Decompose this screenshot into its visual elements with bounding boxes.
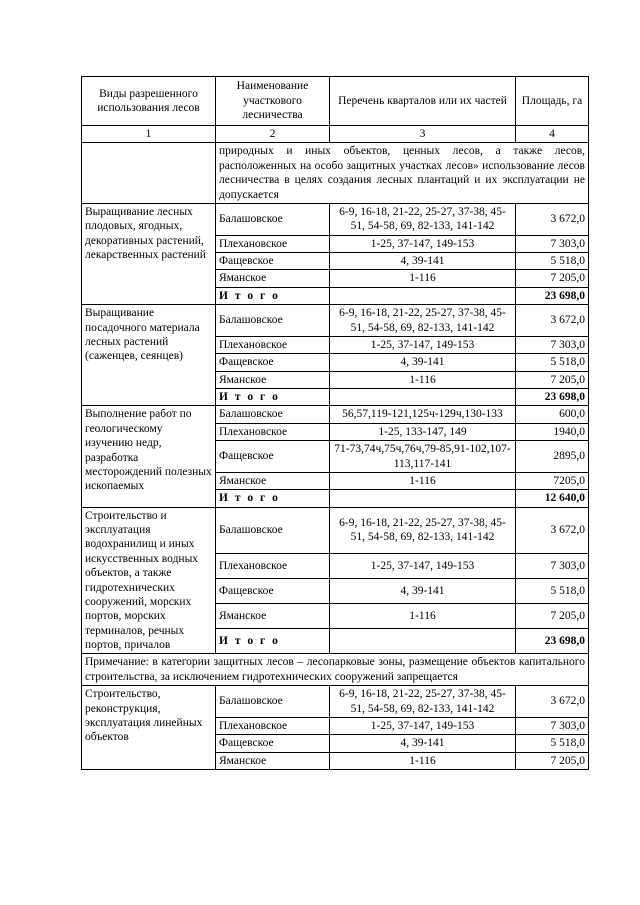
header-cell: Виды разрешенного использования лесов [82,77,216,126]
quarters-list: 4, 39-141 [330,735,516,752]
total-label: И т о г о [216,287,330,304]
continuation-row [82,143,589,204]
note-text: Примечание: в категории защитных лесов – лесопарковые зоны, размещение объектов капитального строительства, за исключением гидротехнических сооружений запрещается [82,654,589,686]
table-row [82,507,589,553]
empty-cell [330,629,516,654]
forestry-name: Яманское [216,603,330,628]
quarters-list: 71-73,74ч,75ч,76ч,79-85,91-102,107-113,117-141 [330,441,516,473]
table-row [82,406,589,423]
area-value: 5 518,0 [516,253,589,270]
header-row [82,77,589,126]
quarters-list: 1-116 [330,270,516,287]
use-category: Выращивание посадочного материала лесных растений (саженцев, сеянцев) [82,305,216,406]
forestry-name: Яманское [216,371,330,388]
forestry-name: Фащевское [216,441,330,473]
area-value: 5 518,0 [516,354,589,371]
forestry-name: Фащевское [216,253,330,270]
area-value: 3 672,0 [516,686,589,718]
quarters-list: 56,57,119-121,125ч-129ч,130-133 [330,406,516,423]
forestry-name: Плехановское [216,336,330,353]
empty-cell [330,490,516,507]
quarters-list: 6-9, 16-18, 21-22, 25-27, 37-38, 45-51, 54-58, 69, 82-133, 141-142 [330,507,516,553]
area-value: 7205,0 [516,472,589,489]
quarters-list: 4, 39-141 [330,578,516,603]
total-label: И т о г о [216,389,330,406]
quarters-list: 1-116 [330,752,516,769]
forestry-name: Фащевское [216,578,330,603]
area-value: 2895,0 [516,441,589,473]
column-number: 2 [216,126,330,143]
header-cell: Площадь, га [516,77,589,126]
area-value: 7 205,0 [516,270,589,287]
area-value: 3 672,0 [516,305,589,337]
quarters-list: 1-116 [330,371,516,388]
forestry-name: Плехановское [216,423,330,440]
quarters-list: 4, 39-141 [330,354,516,371]
area-value: 5 518,0 [516,735,589,752]
forestry-name: Плехановское [216,553,330,578]
area-value: 600,0 [516,406,589,423]
empty-cell [330,287,516,304]
total-value: 23 698,0 [516,389,589,406]
forest-use-table [81,76,589,770]
forestry-name: Балашовское [216,203,330,235]
use-category: Выращивание лесных плодовых, ягодных, декоративных растений, лекарственных растений [82,203,216,304]
table-row [82,305,589,337]
header-cell: Перечень кварталов или их частей [330,77,516,126]
forestry-name: Яманское [216,270,330,287]
total-value: 23 698,0 [516,287,589,304]
quarters-list: 1-116 [330,472,516,489]
quarters-list: 1-25, 37-147, 149-153 [330,717,516,734]
area-value: 7 205,0 [516,371,589,388]
empty-cell [82,143,216,204]
continuation-text: природных и иных объектов, ценных лесов, а также лесов, расположенных на особо защитных участках лесов» использование лесов лесничества в целях создания лесных плантаций и их эксплуатации не допускается [216,143,589,204]
forestry-name: Балашовское [216,507,330,553]
total-value: 23 698,0 [516,629,589,654]
area-value: 7 205,0 [516,603,589,628]
area-value: 3 672,0 [516,507,589,553]
quarters-list: 1-116 [330,603,516,628]
area-value: 3 672,0 [516,203,589,235]
forestry-name: Яманское [216,472,330,489]
quarters-list: 6-9, 16-18, 21-22, 25-27, 37-38, 45-51, 54-58, 69, 82-133, 141-142 [330,203,516,235]
area-value: 1940,0 [516,423,589,440]
forestry-name: Балашовское [216,406,330,423]
column-number: 1 [82,126,216,143]
note-row [82,654,589,686]
area-value: 7 303,0 [516,336,589,353]
quarters-list: 1-25, 37-147, 149-153 [330,336,516,353]
forestry-name: Плехановское [216,235,330,252]
area-value: 5 518,0 [516,578,589,603]
empty-cell [330,389,516,406]
column-number: 3 [330,126,516,143]
header-cell: Наименование участкового лесничества [216,77,330,126]
quarters-list: 1-25, 37-147, 149-153 [330,553,516,578]
use-category: Выполнение работ по геологическому изучению недр, разработка месторождений полезных ископаемых [82,406,216,507]
quarters-list: 6-9, 16-18, 21-22, 25-27, 37-38, 45-51, 54-58, 69, 82-133, 141-142 [330,305,516,337]
use-category: Строительство и эксплуатация водохранилищ и иных искусственных водных объектов, а также гидротехнических сооружений, морских портов, морских терминалов, речных портов, причалов [82,507,216,654]
area-value: 7 205,0 [516,752,589,769]
use-category: Строительство, реконструкция, эксплуатация линейных объектов [82,686,216,770]
table-row [82,203,589,235]
forestry-name: Фащевское [216,354,330,371]
quarters-list: 1-25, 133-147, 149 [330,423,516,440]
quarters-list: 6-9, 16-18, 21-22, 25-27, 37-38, 45-51, 54-58, 69, 82-133, 141-142 [330,686,516,718]
forestry-name: Балашовское [216,686,330,718]
quarters-list: 1-25, 37-147, 149-153 [330,235,516,252]
area-value: 7 303,0 [516,235,589,252]
table-row [82,686,589,718]
column-number: 4 [516,126,589,143]
total-label: И т о г о [216,490,330,507]
column-number-row [82,126,589,143]
area-value: 7 303,0 [516,553,589,578]
forestry-name: Фащевское [216,735,330,752]
total-label: И т о г о [216,629,330,654]
forestry-name: Яманское [216,752,330,769]
quarters-list: 4, 39-141 [330,253,516,270]
forestry-name: Плехановское [216,717,330,734]
forestry-name: Балашовское [216,305,330,337]
total-value: 12 640,0 [516,490,589,507]
area-value: 7 303,0 [516,717,589,734]
